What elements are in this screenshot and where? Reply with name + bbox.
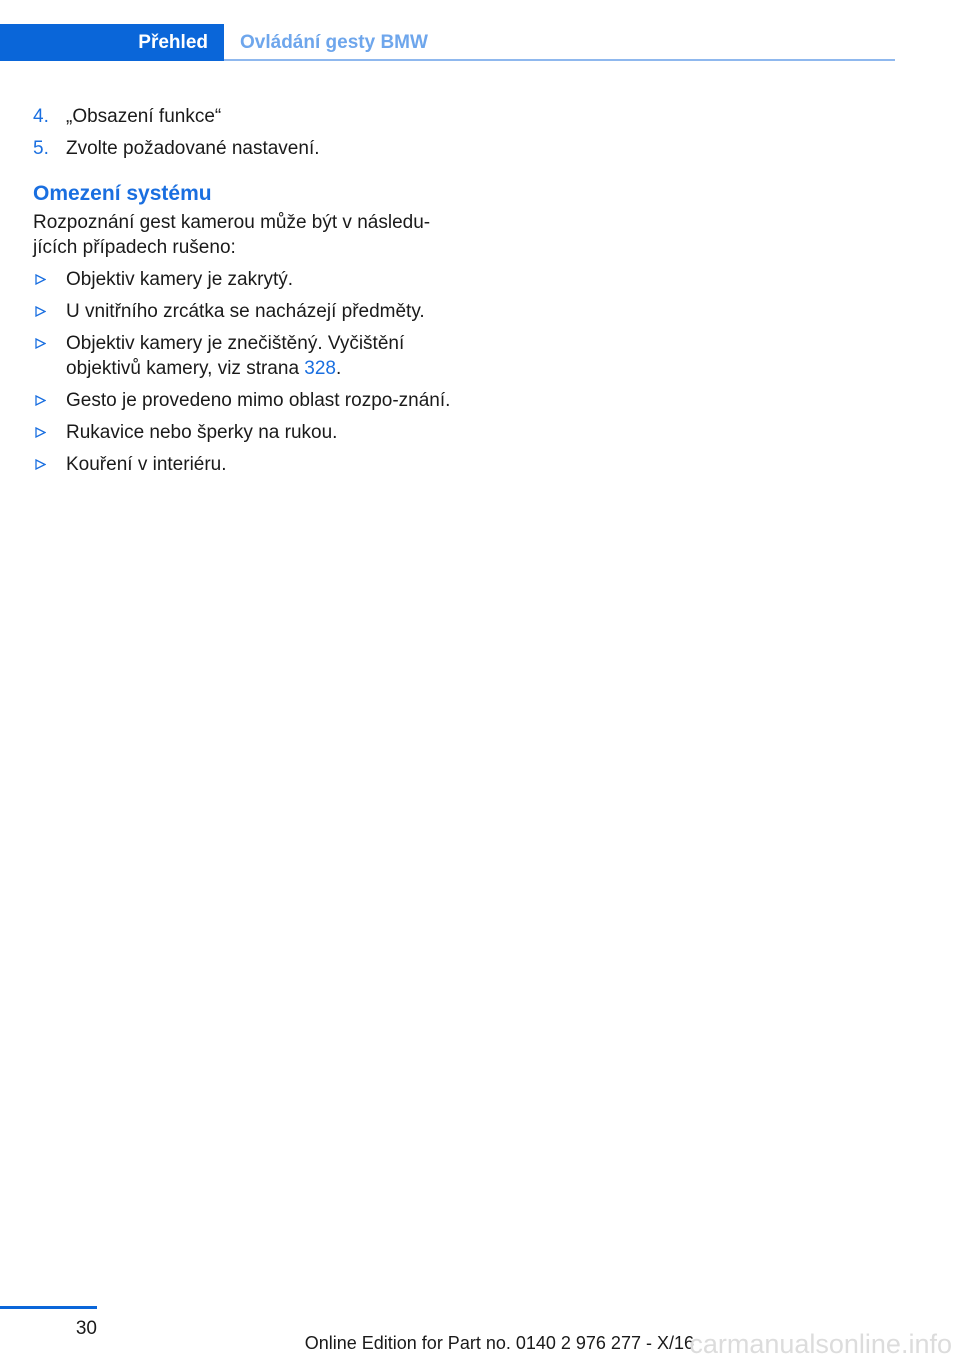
triangle-bullet-icon <box>35 427 46 438</box>
list-item <box>33 299 453 324</box>
footer-divider <box>0 1306 97 1309</box>
list-item-text: Kouření v interiéru. <box>66 454 227 475</box>
edition-note: Online Edition for Part no. 0140 2 976 277 - X/16 <box>304 1333 694 1353</box>
list-item <box>33 388 453 413</box>
page-content <box>33 104 453 484</box>
triangle-bullet-icon <box>35 306 46 317</box>
list-item-text: U vnitřního zrcátka se nacházejí předměty. <box>66 301 425 322</box>
step-item <box>33 136 453 161</box>
watermark: carmanualsonline.info <box>689 1329 952 1359</box>
step-text: „Obsazení funkce“ <box>66 106 222 127</box>
list-item-text: Gesto je provedeno mimo oblast rozpo‐znání. <box>66 390 451 411</box>
step-item <box>33 104 453 129</box>
header-section-label: Přehled <box>138 32 208 53</box>
triangle-bullet-icon <box>35 338 46 349</box>
triangle-bullet-icon <box>35 459 46 470</box>
page-reference-link[interactable]: 328 <box>304 358 336 379</box>
list-item <box>33 267 453 292</box>
section-heading: Omezení systému <box>33 182 212 205</box>
step-text: Zvolte požadované nastavení. <box>66 138 320 159</box>
list-item <box>33 452 453 477</box>
list-item-text: Objektiv kamery je zakrytý. <box>66 269 293 290</box>
header-chapter-label[interactable]: Ovládání gesty BMW <box>240 32 428 53</box>
step-number: 5. <box>33 138 49 159</box>
list-item <box>33 331 453 381</box>
page-header <box>0 24 895 62</box>
list-item-text: Rukavice nebo šperky na rukou. <box>66 422 338 443</box>
list-item-text-end: . <box>336 358 342 379</box>
section-intro: Rozpoznání gest kamerou může být v následu‐jících případech rušeno: <box>33 212 431 258</box>
header-divider <box>224 59 895 61</box>
triangle-bullet-icon <box>35 274 46 285</box>
triangle-bullet-icon <box>35 395 46 406</box>
page-number: 30 <box>75 1318 97 1339</box>
list-item <box>33 420 453 445</box>
list-item-text: Objektiv kamery je znečištěný. Vyčištění objektivů kamery, viz strana <box>66 333 405 379</box>
header-section-tab[interactable] <box>0 24 224 61</box>
step-number: 4. <box>33 106 49 127</box>
